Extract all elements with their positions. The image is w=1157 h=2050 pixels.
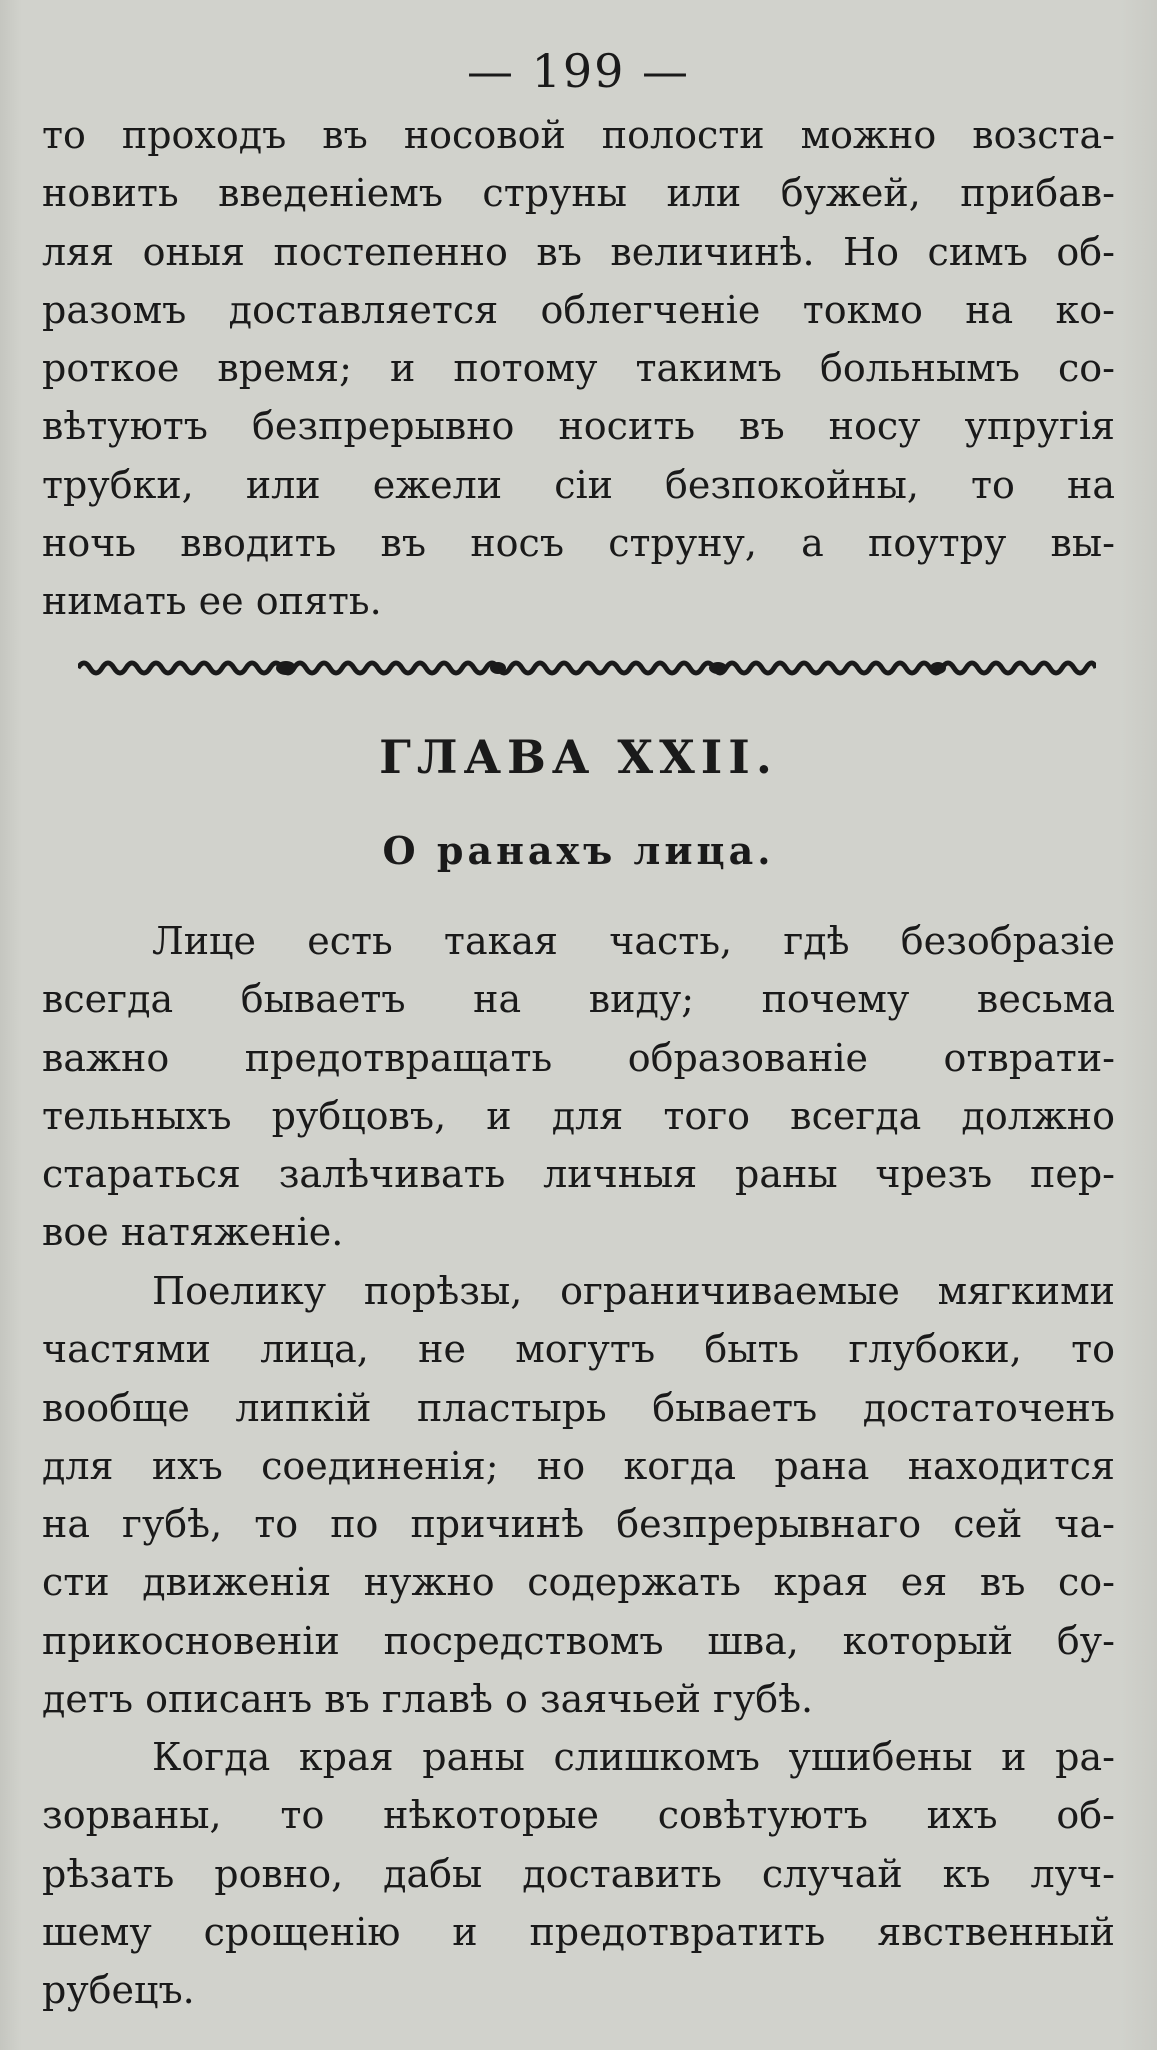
ornamental-divider [78, 648, 1096, 688]
text-line: всегда бываетъ на виду; почему весьма [42, 977, 1115, 1022]
text-line: разомъ доставляется облегченіе токмо на ко- [42, 287, 1115, 332]
text-line: трубки, или ежели сіи безпокойны, то на [42, 462, 1115, 507]
chapter-heading: ГЛАВА XXII. [379, 730, 778, 784]
text-line: роткое время; и потому такимъ больнымъ со- [42, 346, 1115, 391]
text-line: рѣзать ровно, дабы доставить случай къ луч- [42, 1851, 1115, 1896]
text-line: стараться залѣчивать личныя раны чрезъ пер- [42, 1152, 1115, 1197]
section-title: О ранахъ лица. [382, 828, 775, 873]
text-line: прикосновеніи посредствомъ шва, который бу- [42, 1618, 1115, 1663]
top-paragraph [42, 106, 1115, 631]
text-line: шему срощенію и предотвратить явственный [42, 1909, 1115, 1954]
paragraph-3 [42, 1728, 1115, 2019]
text-line: ляя оныя постепенно въ величинѣ. Но симъ об- [42, 229, 1115, 274]
text-line: зорваны, то нѣкоторые совѣтуютъ ихъ об- [42, 1793, 1115, 1838]
text-line: важно предотвращать образованіе отврати- [42, 1035, 1115, 1080]
text-line: рубецъ. [42, 1968, 195, 2013]
text-line: Когда края раны слишкомъ ушибены и ра- [152, 1735, 1115, 1779]
paragraph-1 [42, 912, 1115, 1262]
text-line: тельныхъ рубцовъ, и для того всегда должно [42, 1093, 1115, 1138]
text-line: то проходъ въ носовой полости можно возста- [42, 113, 1115, 157]
text-line: вѣтуютъ безпрерывно носить въ носу упругія [42, 404, 1115, 449]
text-line: детъ описанъ въ главѣ о заячьей губѣ. [42, 1677, 814, 1722]
text-line: для ихъ соединенія; но когда рана находится [42, 1443, 1115, 1488]
text-line: ночь вводить въ носъ струну, а поутру вы- [42, 521, 1115, 566]
text-line: Поелику порѣзы, ограничиваемые мягкими [152, 1269, 1115, 1313]
text-line: частями лица, не могутъ быть глубоки, то [42, 1327, 1115, 1372]
text-line: на губѣ, то по причинѣ безпрерывнаго сей ча- [42, 1502, 1115, 1547]
text-line: нимать ее опять. [42, 579, 382, 624]
text-line: вое натяженіе. [42, 1210, 344, 1255]
text-line: сти движенія нужно содержать края ея въ со- [42, 1560, 1115, 1605]
paragraph-2 [42, 1262, 1115, 1728]
text-line: вообще липкій пластырь бываетъ достаточенъ [42, 1385, 1115, 1430]
text-line: новить введеніемъ струны или бужей, прибав- [42, 171, 1115, 216]
text-line: Лице есть такая часть, гдѣ безобразіе [152, 919, 1115, 963]
page-number: — 199 — [466, 44, 691, 98]
